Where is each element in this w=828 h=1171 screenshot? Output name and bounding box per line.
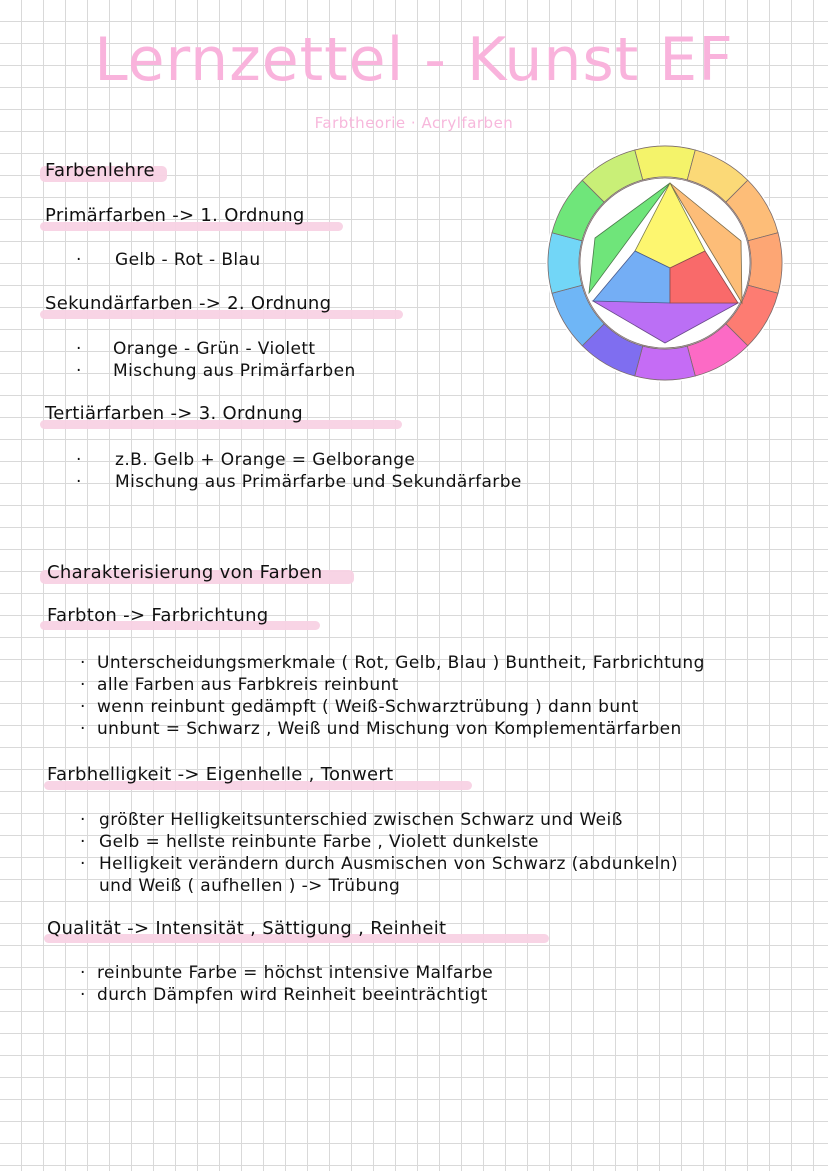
heading-primary-colors: Primärfarben -> 1. Ordnung	[45, 205, 305, 226]
list-item: Mischung aus Primärfarbe und Sekundärfarbe	[115, 472, 522, 492]
heading-qualitaet: Qualität -> Intensität , Sättigung , Reinheit	[47, 918, 447, 939]
bullet-dot: ·	[80, 963, 86, 983]
bullet-dot: ·	[76, 339, 82, 359]
bullet-dot: ·	[80, 832, 86, 852]
heading-farbton: Farbton -> Farbrichtung	[47, 605, 269, 626]
bullet-dot: ·	[80, 985, 86, 1005]
list-item: z.B. Gelb + Orange = Gelborange	[115, 450, 416, 470]
page-title: Lernzettel - Kunst EF	[94, 25, 734, 95]
section-title-farbenlehre: Farbenlehre	[45, 160, 155, 181]
bullet-dot: ·	[80, 854, 86, 874]
list-item: alle Farben aus Farbkreis reinbunt	[97, 675, 399, 695]
list-item: Orange - Grün - Violett	[113, 339, 316, 359]
heading-secondary-colors: Sekundärfarben -> 2. Ordnung	[45, 293, 332, 314]
bullet-dot: ·	[80, 719, 86, 739]
color-wheel-illustration	[545, 143, 785, 383]
heading-tertiary-colors: Tertiärfarben -> 3. Ordnung	[45, 403, 303, 424]
list-item: Helligkeit verändern durch Ausmischen von Schwarz (abdunkeln)	[99, 854, 678, 874]
list-item-continuation: und Weiß ( aufhellen ) -> Trübung	[99, 876, 401, 896]
list-item: unbunt = Schwarz , Weiß und Mischung von Komplementärfarben	[97, 719, 682, 739]
ring-segment	[548, 233, 582, 294]
list-item: Gelb = hellste reinbunte Farbe , Violett dunkelste	[99, 832, 539, 852]
list-item: wenn reinbunt gedämpft ( Weiß-Schwarztrübung ) dann bunt	[97, 697, 639, 717]
bullet-dot: ·	[80, 653, 86, 673]
heading-farbhelligkeit: Farbhelligkeit -> Eigenhelle , Tonwert	[47, 764, 394, 785]
ring-segment	[748, 233, 782, 294]
bullet-dot: ·	[76, 250, 82, 270]
list-item: Unterscheidungsmerkmale ( Rot, Gelb, Blau ) Buntheit, Farbrichtung	[97, 653, 705, 673]
list-item: Mischung aus Primärfarben	[113, 361, 356, 381]
bullet-dot: ·	[76, 450, 82, 470]
ring-segment	[635, 346, 696, 380]
bullet-dot: ·	[80, 810, 86, 830]
ring-segment	[635, 146, 696, 180]
list-item: durch Dämpfen wird Reinheit beeinträchtigt	[97, 985, 488, 1005]
list-item: größter Helligkeitsunterschied zwischen Schwarz und Weiß	[99, 810, 623, 830]
bullet-dot: ·	[76, 472, 82, 492]
page-subtitle: Farbtheorie · Acrylfarben	[314, 114, 514, 132]
bullet-dot: ·	[80, 697, 86, 717]
bullet-dot: ·	[76, 361, 82, 381]
list-item: Gelb - Rot - Blau	[115, 250, 261, 270]
bullet-dot: ·	[80, 675, 86, 695]
section-title-charakterisierung: Charakterisierung von Farben	[47, 562, 323, 583]
list-item: reinbunte Farbe = höchst intensive Malfarbe	[97, 963, 494, 983]
